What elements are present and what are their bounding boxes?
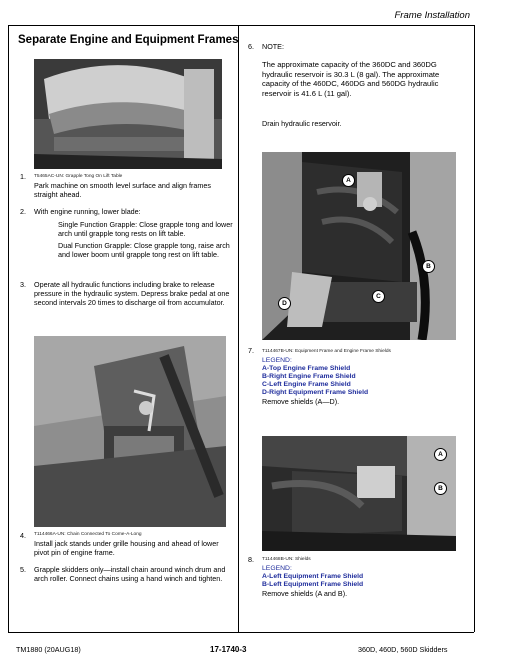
step-7-number: 7.: [248, 346, 254, 355]
callout-b: B: [434, 482, 447, 495]
callout-c: C: [372, 290, 385, 303]
step-8-number: 8.: [248, 555, 254, 564]
step-6-note-text: The approximate capacity of the 360DC and 360DG hydraulic reservoir is 30.3 L (8 gal). The approximate capacity of the 460DC, 460DG and 560DG hydraulic reservoir is 41.6 L (11 gal).: [262, 60, 440, 98]
step-4-caption: T114466A-UN: Chain Connected To Come-A-Long: [34, 532, 142, 537]
page-header-title: Frame Installation: [394, 10, 470, 21]
right-border: [474, 25, 475, 632]
step-2-text: With engine running, lower blade:: [34, 207, 141, 216]
footer-rule: [8, 632, 474, 633]
callout-a: A: [342, 174, 355, 187]
step-7-legend-b: B-Right Engine Frame Shield: [262, 373, 356, 380]
section-title: Separate Engine and Equipment Frames: [18, 34, 239, 46]
step-8-legend-b: B-Left Equipment Frame Shield: [262, 581, 364, 588]
step-8-caption: T114468B-UN: Shields: [262, 557, 311, 562]
step-7-legend-a: A-Top Engine Frame Shield: [262, 365, 351, 372]
step-6-number: 6.: [248, 42, 254, 51]
callout-a: A: [434, 448, 447, 461]
step-8-legend-title: LEGEND:: [262, 565, 292, 572]
photo-grapple-tong: [34, 59, 222, 169]
step-8-text: Remove shields (A and B).: [262, 589, 348, 598]
step-3-text: Operate all hydraulic functions including brake to release pressure in the hydraulic system. Depress brake pedal at one second intervals 20 times to discharge oil from accumulator.: [34, 280, 230, 307]
step-2-single-function: Single Function Grapple: Close grapple tong and lower arch until grapple tong rests on lift table.: [58, 220, 233, 238]
photo-chain-come-a-long: [34, 336, 226, 527]
step-7-legend-title: LEGEND:: [262, 357, 292, 364]
step-6-text: Drain hydraulic reservoir.: [262, 119, 342, 128]
step-4-number: 4.: [20, 531, 26, 540]
footer-page-number: 17-1740-3: [210, 645, 247, 654]
step-2-dual-function: Dual Function Grapple: Close grapple tong, raise arch and lower boom until grapple tong rest on lift table.: [58, 241, 230, 259]
footer-model: 360D, 460D, 560D Skidders: [358, 645, 448, 654]
step-7-text: Remove shields (A—D).: [262, 397, 340, 406]
step-5-text: Grapple skidders only—install chain around winch drum and arch roller. Connect chains using a hand winch and tighten.: [34, 565, 226, 583]
step-1-caption: T5465AC-UN: Grapple Tong On Lift Table: [34, 174, 123, 179]
step-8-legend-a: A-Left Equipment Frame Shield: [262, 573, 364, 580]
header-rule: [8, 25, 474, 26]
callout-d: D: [278, 297, 291, 310]
step-7-caption: T114467B-UN: Equipment Frame and Engine Frame Shields: [262, 349, 391, 354]
callout-b: B: [422, 260, 435, 273]
step-5-number: 5.: [20, 565, 26, 574]
photo-equipment-shields: [262, 436, 456, 551]
step-6-note-label: NOTE:: [262, 42, 284, 51]
step-7-legend-d: D-Right Equipment Frame Shield: [262, 389, 369, 396]
step-4-text: Install jack stands under grille housing and ahead of lower pivot pin of engine frame.: [34, 539, 219, 557]
step-7-legend-c: C-Left Engine Frame Shield: [262, 381, 351, 388]
step-1-number: 1.: [20, 172, 26, 181]
step-3-number: 3.: [20, 280, 26, 289]
step-1-text: Park machine on smooth level surface and align frames straight ahead.: [34, 181, 211, 199]
step-2-number: 2.: [20, 207, 26, 216]
column-divider: [238, 25, 239, 632]
photo-frame-shields: [262, 152, 456, 340]
left-border: [8, 25, 9, 632]
footer-doc-id: TM1880 (20AUG18): [16, 645, 81, 654]
